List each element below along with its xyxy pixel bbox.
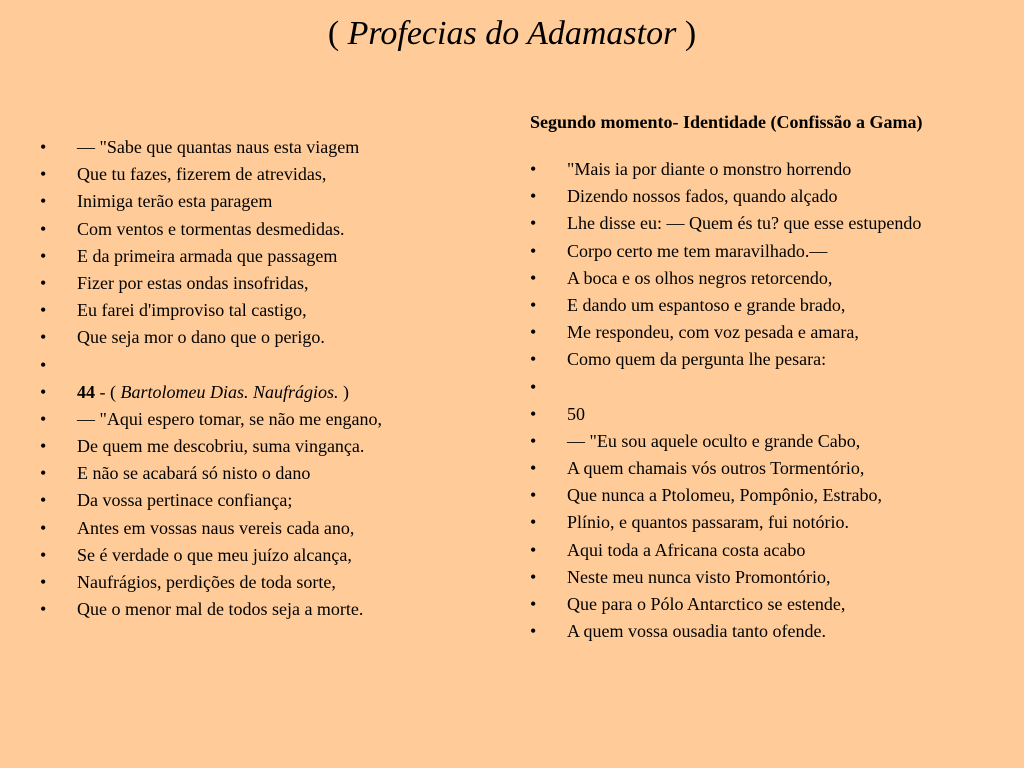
right-verse-list [530,159,1000,642]
verse-line: • Lhe disse eu: — Quem és tu? que esse estupendo [530,213,922,234]
bullet: • [530,485,537,506]
empty-verse-line [530,377,1000,398]
slide-title [0,14,1024,54]
verse-line: • Plínio, e quantos passaram, fui notório. [530,512,849,533]
bullet: • [530,294,537,315]
verse-line: • Da vossa pertinace confiança; [40,490,293,511]
bullet: • [530,213,537,234]
bullet: • [40,463,47,484]
bullet: • [40,245,47,266]
left-column [40,137,510,626]
verse-line: • A quem chamais vós outros Tormentório, [530,458,865,479]
verse-line: • Antes em vossas naus vereis cada ano, [40,517,355,538]
title-open-paren: ( [327,15,348,52]
bullet: • [40,599,47,620]
bullet: • [530,322,537,343]
verse-line: • Que tu fazes, fizerem de atrevidas, [40,164,327,185]
verse-line: • Inimiga terão esta paragem [40,191,273,212]
bullet: • [40,164,47,185]
bullet: • [40,272,47,293]
bullet: • [530,159,537,179]
bullet: • [530,240,537,261]
bullet: • [40,408,47,429]
bullet: • [530,566,537,587]
verse-line: • Fizer por estas ondas insofridas, [40,272,309,293]
bullet: • [530,512,537,533]
bullet: • [530,430,537,451]
bullet: • [40,381,47,402]
bullet: • [40,354,47,375]
verse-line: • "Mais ia por diante o monstro horrendo [530,159,852,179]
bullet: • [40,490,47,511]
verse-line: • E da primeira armada que passagem [40,245,338,266]
stanza-number: 44 [77,381,95,402]
bullet: • [530,186,537,207]
bullet: • [530,621,537,642]
bullet: • [40,218,47,239]
verse-line: • Me respondeu, com voz pesada e amara, [530,322,859,343]
empty-verse-line [40,355,510,376]
verse-line: • Que seja mor o dano que o perigo. [40,327,325,348]
stanza-number-line: • 50 [530,403,585,424]
verse-line: • Corpo certo me tem maravilhado.— [530,240,828,261]
bullet: • [40,436,47,457]
verse-line: • A quem vossa ousadia tanto ofende. [530,621,826,642]
bullet: • [530,349,537,370]
stanza-reference: Bartolomeu Dias. Naufrágios. [120,381,339,402]
bullet: • [40,517,47,538]
title-text: Profecias do Adamastor [347,15,677,52]
bullet: • [530,403,537,424]
bullet: • [40,327,47,348]
bullet: • [40,137,47,157]
section-heading: Segundo momento- Identidade (Confissão a Gama) [530,112,923,132]
verse-line: • De quem me descobriu, suma vingança. [40,436,365,457]
bullet: • [530,594,537,614]
left-verse-list [40,137,510,620]
verse-line: • Que para o Pólo Antarctico se estende, [530,594,846,614]
stanza-44-header: • 44 - ( Bartolomeu Dias. Naufrágios. ) [40,381,350,402]
verse-line: • Com ventos e tormentas desmedidas. [40,218,345,239]
bullet: • [530,267,537,288]
bullet: • [530,458,537,479]
title-close-paren: ) [676,15,697,52]
bullet: • [40,191,47,212]
bullet: • [40,300,47,321]
verse-line: • Que nunca a Ptolomeu, Pompônio, Estrabo, [530,485,882,506]
verse-line: • — "Aqui espero tomar, se não me engano, [40,408,383,429]
verse-line: • Dizendo nossos fados, quando alçado [530,186,838,207]
bullet: • [530,539,537,560]
verse-line: • Eu farei d'improviso tal castigo, [40,300,307,321]
verse-line: • — "Sabe que quantas naus esta viagem [40,137,360,157]
bullet: • [40,544,47,565]
bullet: • [530,376,537,397]
verse-line: • A boca e os olhos negros retorcendo, [530,267,833,288]
verse-line: • Naufrágios, perdições de toda sorte, [40,572,336,592]
verse-line: • Como quem da pergunta lhe pesara: [530,349,827,370]
verse-line: • Neste meu nunca visto Promontório, [530,566,831,587]
verse-line: • E não se acabará só nisto o dano [40,463,311,484]
verse-line: • Se é verdade o que meu juízo alcança, [40,544,352,565]
verse-line: • — "Eu sou aquele oculto e grande Cabo, [530,430,861,451]
bullet: • [40,572,47,592]
verse-line: • E dando um espantoso e grande brado, [530,294,846,315]
verse-line: • Que o menor mal de todos seja a morte. [40,599,364,620]
right-column [530,112,1000,648]
verse-line: • Aqui toda a Africana costa acabo [530,539,806,560]
